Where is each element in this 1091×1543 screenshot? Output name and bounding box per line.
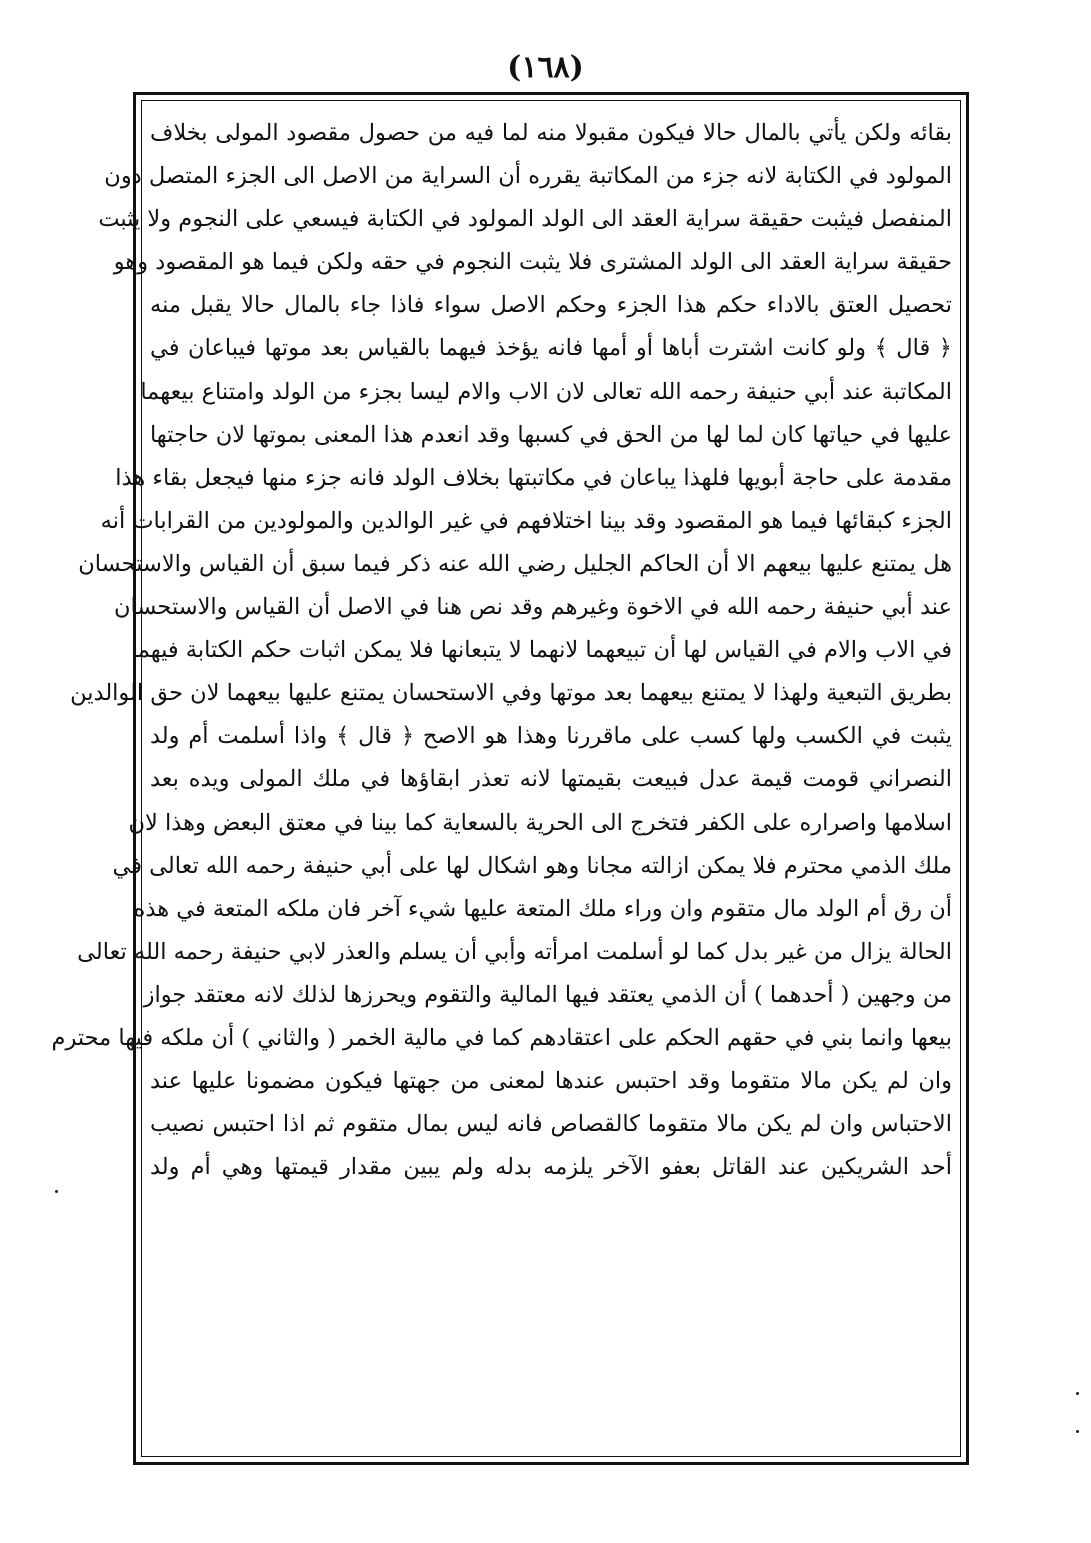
text-line: أحد الشريكين عند القاتل بعفو الآخر يلزمه بدله ولم يبين مقدار قيمتها وهي أم ولد	[150, 1154, 952, 1181]
text-line: اسلامها واصراره على الكفر فتخرج الى الحرية بالسعاية كما بينا في معتق البعض وهذا لان	[128, 809, 952, 836]
scan-speck	[1076, 1430, 1079, 1433]
text-line: الاحتباس وان لم يكن مالا متقوما كالقصاص فانه ليس بمال متقوم ثم اذا احتبس نصيب	[150, 1111, 952, 1138]
text-line: المولود في الكتابة لانه جزء من المكاتبة يقرره أن السراية من الاصل الى الجزء المتصل دون	[104, 163, 952, 190]
text-line: يثبت في الكسب ولها كسب على ماقررنا وهذا هو الاصح ﴿ قال ﴾ واذا أسلمت أم ولد	[150, 723, 952, 750]
text-body	[51, 112, 952, 1450]
text-line: في الاب والام في القياس لها أن تبيعهما لانهما لا يتبعانها فلا يمكن اثبات حكم الكتابة فيهما	[130, 637, 952, 664]
text-line: حقيقة سراية العقد الى الولد المشترى فلا يثبت النجوم في حقه ولكن فيما هو المقصود وهو	[113, 249, 952, 276]
scan-speck	[1076, 1392, 1079, 1395]
text-line: النصراني قومت قيمة عدل فبيعت بقيمتها لانه تعذر ابقاؤها في ملك المولى ويده بعد	[150, 766, 952, 793]
text-line: بطريق التبعية ولهذا لا يمتنع بيعهما بعد موتها وفي الاستحسان يمتنع عليها بيعهما لان حق الوالدين	[70, 680, 952, 707]
text-line: تحصيل العتق بالاداء حكم هذا الجزء وحكم الاصل سواء فاذا جاء بالمال حالا يقبل منه	[150, 292, 952, 319]
text-line: هل يمتنع عليها بيعهم الا أن الحاكم الجليل رضي الله عنه ذكر فيما سبق أن القياس والاستحسان	[78, 550, 952, 577]
text-line: الحالة يزال من غير بدل كما لو أسلمت امرأته وأبي أن يسلم والعذر لابي حنيفة رحمه الله تعالى	[77, 938, 952, 965]
text-line: أن رق أم الولد مال متقوم وان وراء ملك المتعة عليها شيء آخر فان ملكه المتعة في هذه	[133, 895, 952, 922]
text-line: بقائه ولكن يأتي بالمال حالا فيكون مقبولا منه لما فيه من حصول مقصود المولى بخلاف	[150, 120, 952, 146]
text-line: مقدمة على حاجة أبويها فلهذا يباعان في مكاتبتها بخلاف الولد فانه جزء منها فيجعل بقاء هذا	[115, 464, 952, 491]
page-number: (١٦٨)	[507, 50, 584, 85]
text-line: وان لم يكن مالا متقوما وقد احتبس عندها لمعنى من جهتها فيكون مضمونا عليها عند	[150, 1068, 952, 1095]
text-line: عند أبي حنيفة رحمه الله في الاخوة وغيرهم وقد نص هنا في الاصل أن القياس والاستحسان	[113, 594, 952, 621]
text-line: ملك الذمي محترم فلا يمكن ازالته مجانا وهو اشكال لها على أبي حنيفة رحمه الله تعالى في	[112, 852, 952, 879]
text-line: الجزء كبقائها فيما هو المقصود وقد بينا اختلافهم في غير الوالدين والمولودين من القرابات أنه	[100, 507, 952, 534]
text-line: بيعها وانما بني في حقهم الحكم على اعتقادهم كما في مالية الخمر ( والثاني ) أن ملكه فيها محترم	[51, 1024, 952, 1051]
scan-speck	[55, 1190, 58, 1193]
text-line: المنفصل فيثبت حقيقة سراية العقد الى الولد المولود في الكتابة فيسعي على النجوم ولا يثبت	[98, 206, 952, 233]
text-line: المكاتبة عند أبي حنيفة رحمه الله تعالى لان الاب والام ليسا بجزء من الولد وامتناع بيعهما	[140, 378, 952, 405]
text-line: من وجهين ( أحدهما ) أن الذمي يعتقد فيها المالية والتقوم ويحرزها لذلك لانه معتقد جواز	[143, 981, 952, 1008]
text-line: ﴿ قال ﴾ ولو كانت اشترت أباها أو أمها فانه يؤخذ فيهما بالقياس بعد موتها فيباعان في	[150, 335, 952, 362]
text-line: عليها في حياتها كان لما لها من الحق في كسبها وقد انعدم هذا المعنى بموتها لان حاجتها	[149, 421, 952, 448]
